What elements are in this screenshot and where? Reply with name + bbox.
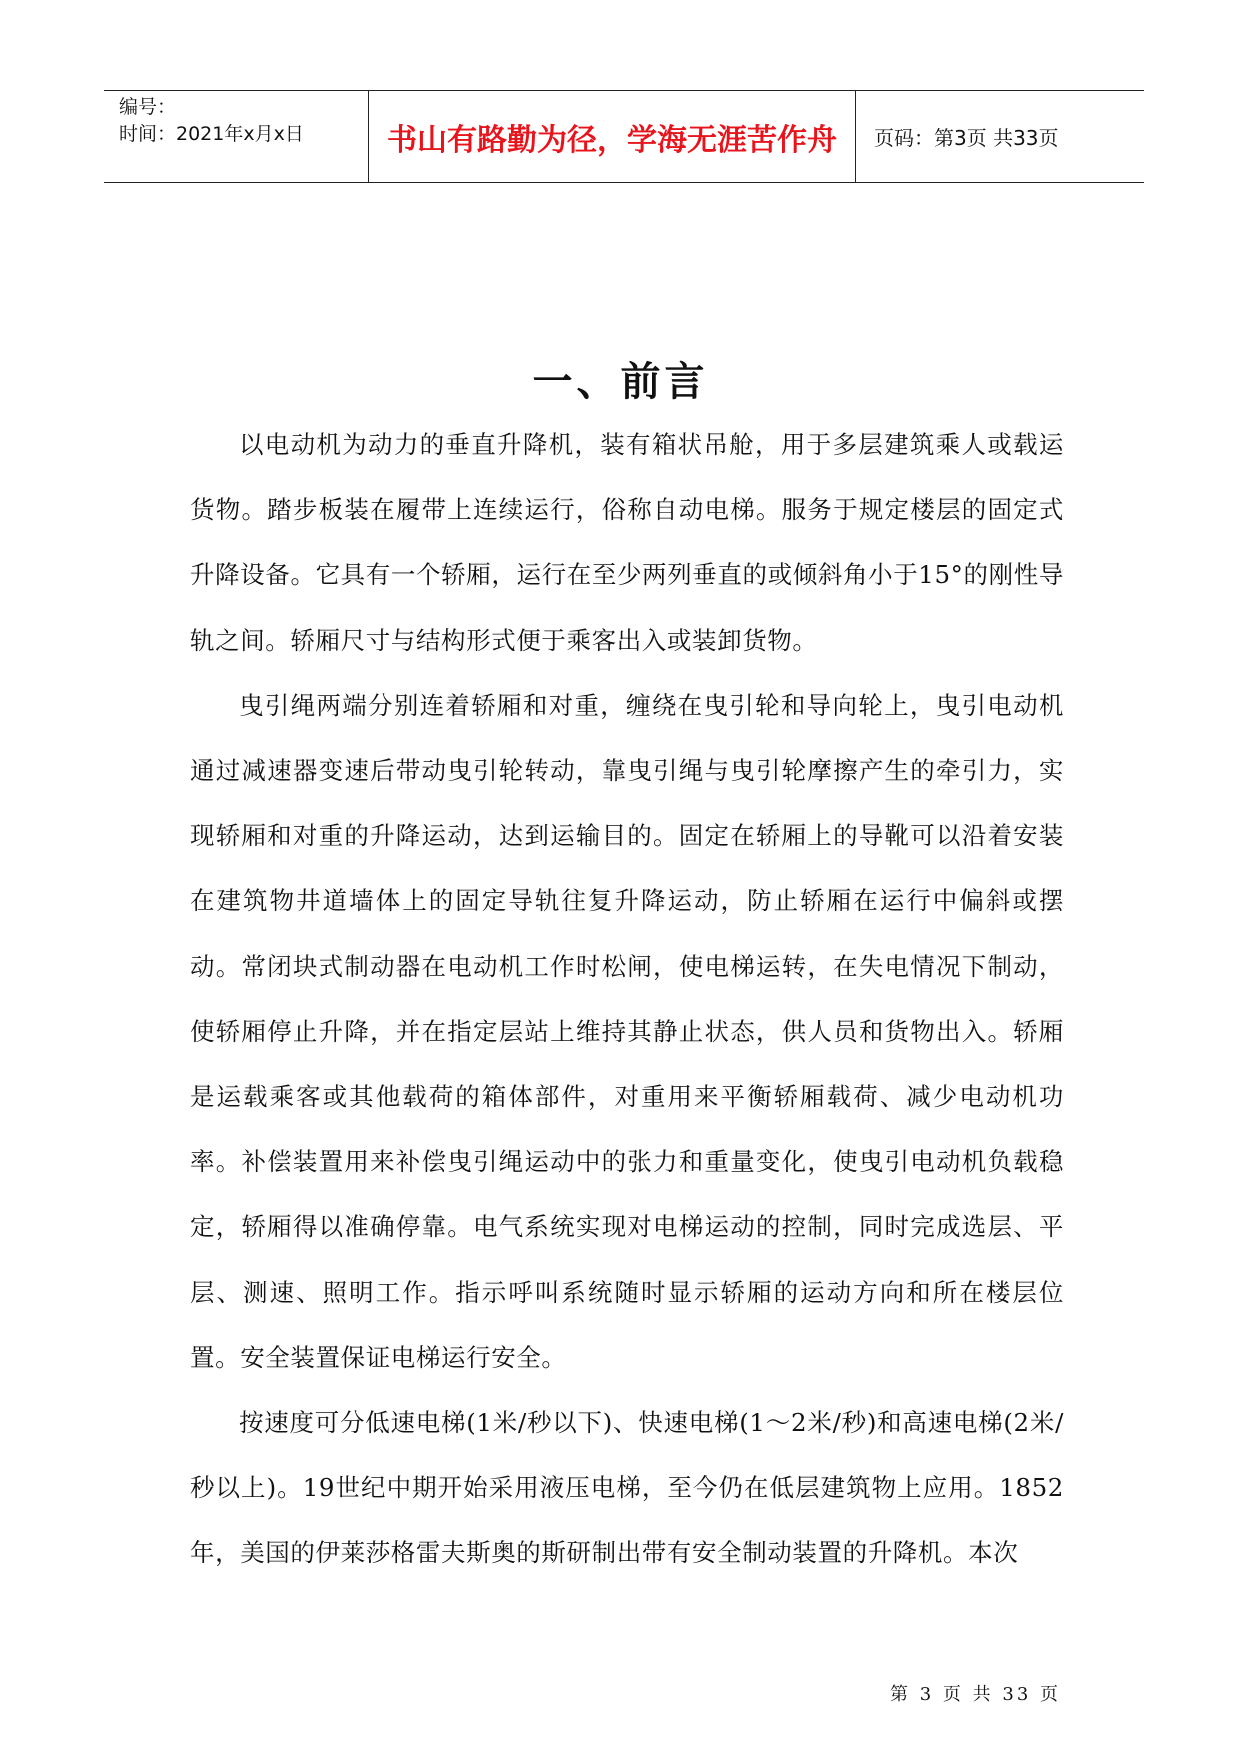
document-body <box>190 412 1064 1586</box>
paragraph: 以电动机为动力的垂直升降机，装有箱状吊舱，用于多层建筑乘人或载运货物。踏步板装在履带上连续运行，俗称自动电梯。服务于规定楼层的固定式升降设备。它具有一个轿厢，运行在至少两列垂直的或倾斜角小于15°的刚性导轨之间。轿厢尺寸与结构形式便于乘客出入或装卸货物。 <box>190 430 1064 655</box>
section-title: 一、前言 <box>532 359 709 405</box>
paragraph: 按速度可分低速电梯(1米/秒以下)、快速电梯(1～2米/秒)和高速电梯(2米/秒以上)。19世纪中期开始采用液压电梯，至今仍在低层建筑物上应用。1852年，美国的伊莱莎格雷夫斯奥的斯研制出带有安全制动装置的升降机。本次 <box>190 1408 1064 1568</box>
page-footer: 第 3 页 共 33 页 <box>890 1684 1061 1705</box>
header-motto: 书山有路勤为径，学海无涯苦作舟 <box>369 91 856 182</box>
time-label: 时间：2021年x月x日 <box>119 122 304 145</box>
paragraph: 曳引绳两端分别连着轿厢和对重，缠绕在曳引轮和导向轮上，曳引电动机通过减速器变速后带动曳引轮转动，靠曳引绳与曳引轮摩擦产生的牵引力，实现轿厢和对重的升降运动，达到运输目的。固定在轿厢上的导靴可以沿着安装在建筑物井道墙体上的固定导轨往复升降运动，防止轿厢在运行中偏斜或摆动。常闭块式制动器在电动机工作时松闸，使电梯运转，在失电情况下制动，使轿厢停止升降，并在指定层站上维持其静止状态，供人员和货物出入。轿厢是运载乘客或其他载荷的箱体部件，对重用来平衡轿厢载荷、减少电动机功率。补偿装置用来补偿曳引绳运动中的张力和重量变化，使曳引电动机负载稳定，轿厢得以准确停靠。电气系统实现对电梯运动的控制，同时完成选层、平层、测速、照明工作。指示呼叫系统随时显示轿厢的运动方向和所在楼层位置。安全装置保证电梯运行安全。 <box>190 690 1064 1372</box>
header-page-code: 页码：第3页 共33页 <box>874 126 1059 150</box>
header-meta <box>104 91 369 182</box>
number-label: 编号： <box>119 96 177 118</box>
page-header <box>104 90 1144 183</box>
